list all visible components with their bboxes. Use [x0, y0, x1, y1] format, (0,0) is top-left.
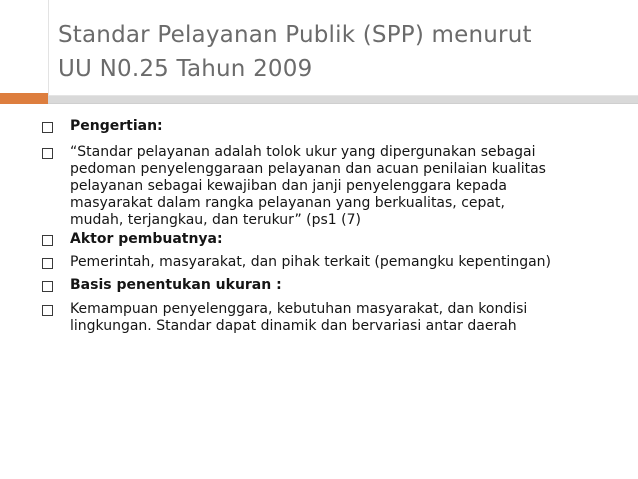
square-bullet-icon [42, 122, 53, 133]
square-bullet-icon [42, 281, 53, 292]
bullet-text: Pemerintah, masyarakat, dan pihak terkait (pemangku kepentingan) [70, 254, 551, 270]
bullet-text: Aktor pembuatnya: [70, 231, 223, 247]
bullet-item-actors [40, 254, 630, 271]
title-accent-bar [0, 93, 48, 104]
square-bullet-icon [42, 258, 53, 269]
square-bullet-icon [42, 305, 53, 316]
square-bullet-icon [42, 235, 53, 246]
bullet-text: pedoman penyelenggaraan pelayanan dan acuan penilaian kualitas [70, 161, 546, 177]
bullet-list [40, 112, 630, 334]
bullet-text: Kemampuan penyelenggara, kebutuhan masyarakat, dan kondisi [70, 301, 528, 317]
bullet-item-basis [40, 277, 630, 294]
bullet-item-aktor [40, 231, 630, 248]
bullet-text: “Standar pelayanan adalah tolok ukur yang dipergunakan sebagai [70, 144, 536, 160]
slide-title-line: Standar Pelayanan Publik (SPP) menurut [58, 22, 532, 48]
square-bullet-icon [42, 148, 53, 159]
bullet-text: lingkungan. Standar dapat dinamik dan bervariasi antar daerah [70, 318, 517, 334]
slide-title [58, 18, 618, 86]
bullet-item-basis-detail [40, 301, 630, 335]
bullet-text: pelayanan sebagai kewajiban dan janji penyelenggara kepada [70, 178, 507, 194]
bullet-text: masyarakat dalam rangka pelayanan yang berkualitas, cepat, [70, 195, 505, 211]
title-divider-vertical [48, 0, 49, 104]
title-underline-bar [48, 95, 638, 104]
bullet-text: mudah, terjangkau, dan terukur” (ps1 (7) [70, 212, 361, 228]
bullet-item-definition [40, 144, 630, 229]
bullet-item-pengertian [40, 118, 630, 140]
slide-title-line: UU N0.25 Tahun 2009 [58, 56, 313, 82]
bullet-text: Pengertian: [70, 118, 163, 134]
bullet-text: Basis penentukan ukuran : [70, 277, 282, 293]
